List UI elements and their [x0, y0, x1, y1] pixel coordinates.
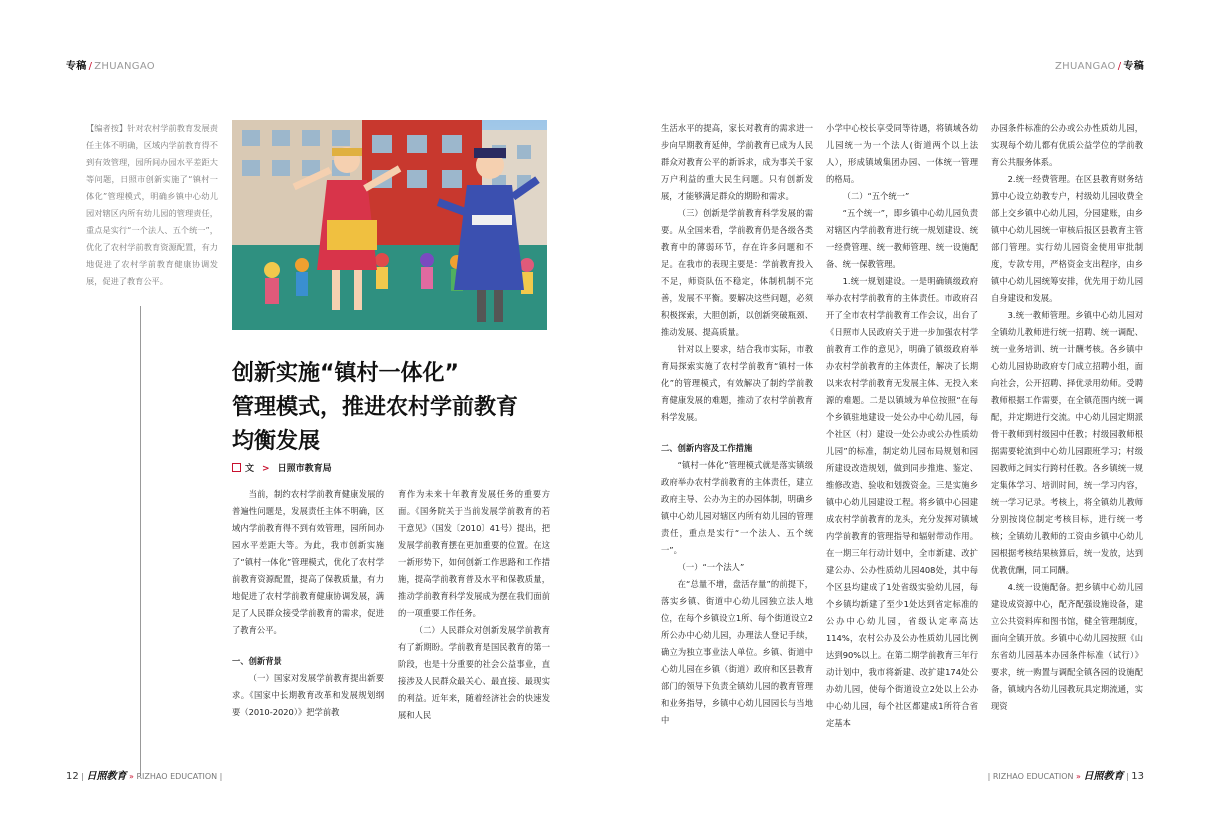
paragraph: 4.统一设施配备。把乡镇中心幼儿园建设成资源中心，配齐配强设施设备，建立公共资料库和图书馆，健全管理制度，面向全镇开放。乡镇中心幼儿园按照《山东省幼儿园基本办园条件标准（试行）》要求，统一购置与调配全镇各园的设施配备，镇域内各幼儿园教玩具定期流通，实现资: [991, 582, 1143, 711]
paragraph: 1.统一规划建设。一是明确镇级政府举办农村学前教育的主体责任。市政府召开了全市农村学前教育工作会议，出台了《日照市人民政府关于进一步加强农村学前教育工作的意见》，明确了镇级政府举办农村学前教育的主体责任，解决了长期以来农村学前教育无发展主体、无投入来源的难题。二是以镇域为单位按照“在每个乡镇驻地建设一处公办中心幼儿园，每个社区（村）建设一处公办或公办性质幼儿园”的标准，制定幼儿园布局规划和园所建设改造规划，做到同步推進、鉴定、维修改造、验收和划拨资金。三是实施乡镇中心幼儿园建设工程。将乡镇中心园建成农村学前教育的龙头，充分发挥对镇域内学前教育的管理指导和辐射带动作用。在一期三年行动计划中，全市新建、改扩建公办、公办性质幼儿园408处，其中每个区县均建成了1处省级实验幼儿园，每个乡镇均新建了至少1处达到省定标准的公办中心幼儿园，省级认定率高达114%，农村公办及公办性质幼儿园比例达到90%以上。在第二期学前教育三年行动计划中，我市将新建、改扩建174处公办幼儿园，使每个街道设立2处以上公办中心幼儿园，每个社区都建成1所符合省定基本: [826, 276, 978, 728]
article-photo: [232, 120, 547, 330]
section-heading: 二、创新内容及工作措施: [661, 443, 753, 453]
subheading: （二）“五个统一”: [842, 191, 910, 201]
magazine-logo: 日照教育: [86, 771, 127, 782]
paragraph: 2.统一经费管理。在区县教育财务结算中心设立幼教专户，村级幼儿园收费全部上交乡镇中心幼儿园，分园建账，由乡镇中心幼儿园统一审核后报区县教育主管部门管理。实行幼儿园资金使用审批制度，专款专用，严格资金支出程序，由乡镇中心幼儿园统筹安排，优先用于幼儿园自身建设和发展。: [991, 174, 1143, 303]
page-number-left: 12: [66, 771, 79, 782]
arrow-icon: >: [262, 464, 270, 474]
subheading: （一）“一个法人”: [677, 562, 745, 572]
paragraph: 针对以上要求，结合我市实际，市教育局探索实施了农村学前教育“镇村一体化”的管理模式，有效解决了制约学前教育健康发展的难题，推动了农村学前教育科学发展。: [661, 344, 813, 422]
footer-left: 12 | 日照教育 » RIZHAO EDUCATION |: [66, 771, 223, 782]
author: 日照市教育局: [277, 464, 332, 474]
page-number-right: 13: [1131, 771, 1144, 782]
magazine-logo-right: 日照教育: [1083, 771, 1124, 782]
column-3: [661, 120, 813, 729]
paragraph: 在“总量不增，盘活存量”的前提下，落实乡镇、街道中心幼儿园独立法人地位，在每个乡镇设立1所、每个街道设立2所公办中心幼儿园，办理法人登记手续，确立为独立事业法人单位。乡镇、街道中心幼儿园在乡镇（街道）政府和区县教育部门的领导下负责全镇幼儿园的教育管理和业务指导，乡镇中心幼儿园园长与当地中: [661, 579, 813, 725]
section-label-cn-right: 专稿: [1123, 61, 1144, 72]
footer-right: | RIZHAO EDUCATION » 日照教育 | 13: [987, 771, 1144, 782]
paragraph: “镇村一体化”管理模式就是落实镇级政府举办农村学前教育的主体责任，建立政府主导、公办为主的办园体制，明确乡镇中心幼儿园对辖区内所有幼儿园的管理责任，重点是实行“一个法人、五个统一”。: [661, 460, 813, 555]
header-right: ZHUANGAO / 专稿: [1055, 61, 1144, 72]
section-heading: 一、创新背景: [232, 656, 282, 666]
column-4: [826, 120, 978, 732]
divider-line: [140, 306, 141, 776]
title-line-3: 均衡发展: [232, 429, 321, 454]
paragraph: “五个统一”，即乡镇中心幼儿园负责对辖区内学前教育进行统一规划建设、统一经费管理、统一教师管理、统一设施配备、统一保教管理。: [826, 208, 978, 269]
magazine-name-en: RIZHAO EDUCATION: [136, 772, 218, 781]
section-label-en-right: ZHUANGAO: [1055, 61, 1116, 72]
title-line-2: 管理模式，推进农村学前教育: [232, 395, 519, 420]
paragraph: （三）创新是学前教育科学发展的需要。从全国来看，学前教育仍是各级各类教育中的薄弱环节，存在许多问题和不足。在我市的表现主要是：学前教育投入不足，师资队伍不稳定，体制机制不完善，发展不平衡。要解决这些问题，必须积极探索，大胆创新，以创新突破瓶颈、推动发展、提高质量。: [661, 208, 813, 337]
column-5: [991, 120, 1143, 715]
paragraph: 育作为未来十年教育发展任务的重要方面。《国务院关于当前发展学前教育的若干意见》（国发〔2010〕41号）提出，把发展学前教育摆在更加重要的位置。在这一新形势下，如何创新工作思路和工作措施，提高学前教育普及水平和保教质量，推动学前教育科学发展成为摆在我们面前的一项重要工作任务。: [398, 489, 550, 618]
paragraph: 小学中心校长享受同等待遇，将镇域各幼儿园统一为一个法人(街道两个以上法人），形成镇域集团办园、一体统一管理的格局。: [826, 123, 978, 184]
byline: [232, 461, 332, 474]
title-line-1: 创新实施“镇村一体化”: [232, 361, 459, 386]
article-title: [232, 357, 562, 459]
column-2: [398, 486, 550, 724]
section-label-cn: 专稿: [66, 61, 87, 72]
editor-note: 【编者按】针对农村学前教育发展责任主体不明确，区域内学前教育得不到有效管理，园所间办园水平差距大等问题，日照市创新实施了“镇村一体化”管理模式，明确乡镇中心幼儿园对辖区内所有幼儿园的管理责任，重点是实行“一个法人、五个统一”，优化了农村学前教育资源配置，有力地促进了农村学前教育健康协调发展，促进了教育公平。: [86, 123, 218, 286]
paragraph: 办园条件标准的公办或公办性质幼儿园，实现每个幼儿都有优质公益学位的学前教育公共服务体系。: [991, 123, 1143, 167]
paragraph: 当前，制约农村学前教育健康发展的普遍性问题是，发展责任主体不明确，区域内学前教育得不到有效管理，园所间办园水平差距大等。为此，我市创新实施了“镇村一体化”管理模式，优化了农村学前教育资源配置，提高了保教质量，有力地促进了农村学前教育健康协调发展，满足了人民群众接受学前教育的需求，促进了教育公平。: [232, 489, 384, 635]
header-left: 专稿 / ZHUANGAO: [66, 61, 155, 72]
column-1: [232, 486, 384, 721]
square-icon: [232, 463, 241, 472]
paragraph: （二）人民群众对创新发展学前教育有了新期盼。学前教育是国民教育的第一阶段，也是十分重要的社会公益事业，直接涉及人民群众最关心、最直接、最现实的利益。近年来，随着经济社会的快速发展和人民: [398, 625, 550, 720]
children-dancing-image: [232, 120, 547, 330]
section-label-en: ZHUANGAO: [94, 61, 155, 72]
byline-label: 文: [245, 464, 255, 474]
paragraph: 3.统一教师管理。乡镇中心幼儿园对全镇幼儿教师进行统一招聘、统一调配、统一业务培训、统一计酬考核。各乡镇中心幼儿园协助政府专门成立招聘小组，面向社会，公开招聘、择优录用幼师。受聘教师根据工作需要，在全镇范围内统一调配，并定期进行交流。中心幼儿园定期派骨干教师到村级园中任教；村级园教师根据需要轮流到中心幼儿园跟班学习；村级园教师之间实行跨村任教。各乡镇统一规定集体学习、培训时间，统一学习内容，统一学习记录。考核上，将全镇幼儿教师分别按岗位制定考核目标，进行统一考核；全镇幼儿教师的工资由乡镇中心幼儿园根据考核结果核算后，统一发放，达到优教优酬，同工同酬。: [991, 310, 1143, 575]
paragraph: （一）国家对发展学前教育提出新要求。《国家中长期教育改革和发展规划纲要（2010-2020）》把学前教: [232, 673, 384, 717]
magazine-name-en-right: RIZHAO EDUCATION: [992, 772, 1074, 781]
paragraph: 生活水平的提高，家长对教育的需求进一步向早期教育延伸，学前教育已成为人民群众对教育公平的新诉求，成为事关千家万户利益的重大民生问题。只有创新发展，才能够满足群众的期盼和需求。: [661, 123, 813, 201]
